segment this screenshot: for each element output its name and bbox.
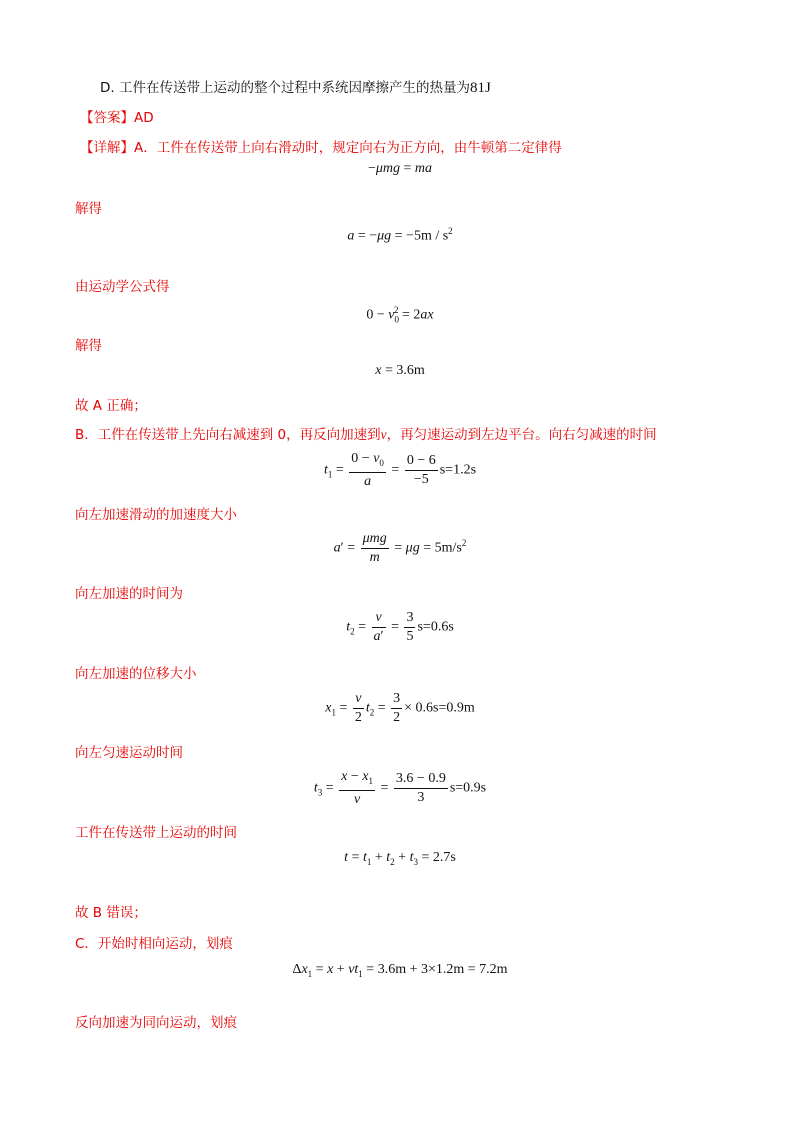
answer-line [80, 108, 800, 128]
equation-t2: $t_2$ = $\frac{v}{a'}$ = $\frac{3}{5}$ s=0.6s [346, 610, 454, 644]
accel-left-label: 向左加速滑动的加速度大小 [75, 507, 237, 523]
eq10-result: 2.7s [432, 850, 456, 865]
equation-accel-left: a′ = $\frac{\text{μmg}}{m}$ = $\mu g = 5m/s^2$ [333, 531, 467, 565]
equation-t1: $t_1$ = $\frac{0 - v_0}{a}$ = $\frac{0 - 6}{-5}$ s=1.2s [323, 451, 477, 489]
equation-scratch-1: $\Delta x_1 = x + vt_1 = 3.6m + 3\times 1.2m = 7.2m$ [292, 962, 508, 979]
option-d-value: 81J [469, 80, 491, 96]
detail-tag: 【详解】 [80, 140, 134, 156]
eq6-value: 5m/s [434, 540, 462, 556]
c-reverse-label: 反向加速为同向运动，划痕 [75, 1015, 237, 1031]
eq1-result: ma [414, 161, 433, 176]
b-conclusion: 故 B 错误； [75, 905, 147, 921]
option-d-text: 工件在传送带上运动的整个过程中系统因摩擦产生的热量为 [118, 80, 470, 96]
solve-label-1: 解得 [75, 201, 102, 217]
answer-value: AD [134, 110, 154, 126]
disp-left-accel-label: 向左加速的位移大小 [75, 666, 197, 682]
equation-accel: $a = -\mu g = -5m / s^2$ [347, 226, 453, 244]
a-conclusion: 故 A 正确； [75, 398, 147, 414]
equation-kinematics: $0 - v_0^2 = 2ax$ [366, 305, 434, 325]
equation-displacement: x = 3.6m [375, 363, 425, 378]
answer-tag: 【答案】 [80, 110, 134, 126]
total-time-label: 工件在传送带上运动的时间 [75, 825, 237, 841]
option-d-label: D. [100, 80, 115, 96]
eq11-result: 3.6m + 3×1.2m = 7.2m [377, 962, 508, 977]
time-left-uniform-label: 向左匀速运动时间 [75, 745, 183, 761]
eq7-result: s=0.6s [417, 619, 454, 635]
b-intro-part2: ，再匀速运动到左边平台。向右匀减速的时间 [386, 427, 657, 443]
equation-x1: $x_1$ = $\frac{v}{2}$ $t_2$ = $\frac{3}{2}$ × 0.6s=0.9m [325, 691, 475, 725]
b-intro-part1: B．工件在传送带上先向右减速到 0，再反向加速到 [75, 427, 381, 443]
detail-a-intro-text: A．工件在传送带上向右滑动时，规定向右为正方向，由牛顿第二定律得 [134, 140, 562, 156]
eq2-value: −5m / s [406, 228, 449, 244]
option-d [100, 78, 800, 98]
eq4-value: 3.6m [396, 363, 425, 378]
eq9-result: s=0.9s [449, 780, 487, 796]
equation-t3: $t_3$ = $\frac{x - x_1}{v}$ = $\frac{3.6 - 0.9}{3}$ s=0.9s [313, 769, 487, 807]
equation-newton: −μmg = ma [367, 161, 433, 176]
time-left-accel-label: 向左加速的时间为 [75, 586, 183, 602]
solve-label-2: 解得 [75, 338, 102, 354]
b-intro-v: v [380, 427, 387, 442]
detail-b-intro [75, 425, 800, 445]
eq8-result: × 0.6s=0.9m [404, 700, 475, 716]
equation-total-time: $t = t_1 + t_2 + t_3 = 2.7s$ [344, 850, 456, 867]
detail-c-intro: C．开始时相向运动，划痕 [75, 936, 233, 952]
kinematics-label: 由运动学公式得 [75, 279, 170, 295]
eq5-result: s=1.2s [439, 462, 477, 478]
detail-a-intro [80, 138, 800, 158]
